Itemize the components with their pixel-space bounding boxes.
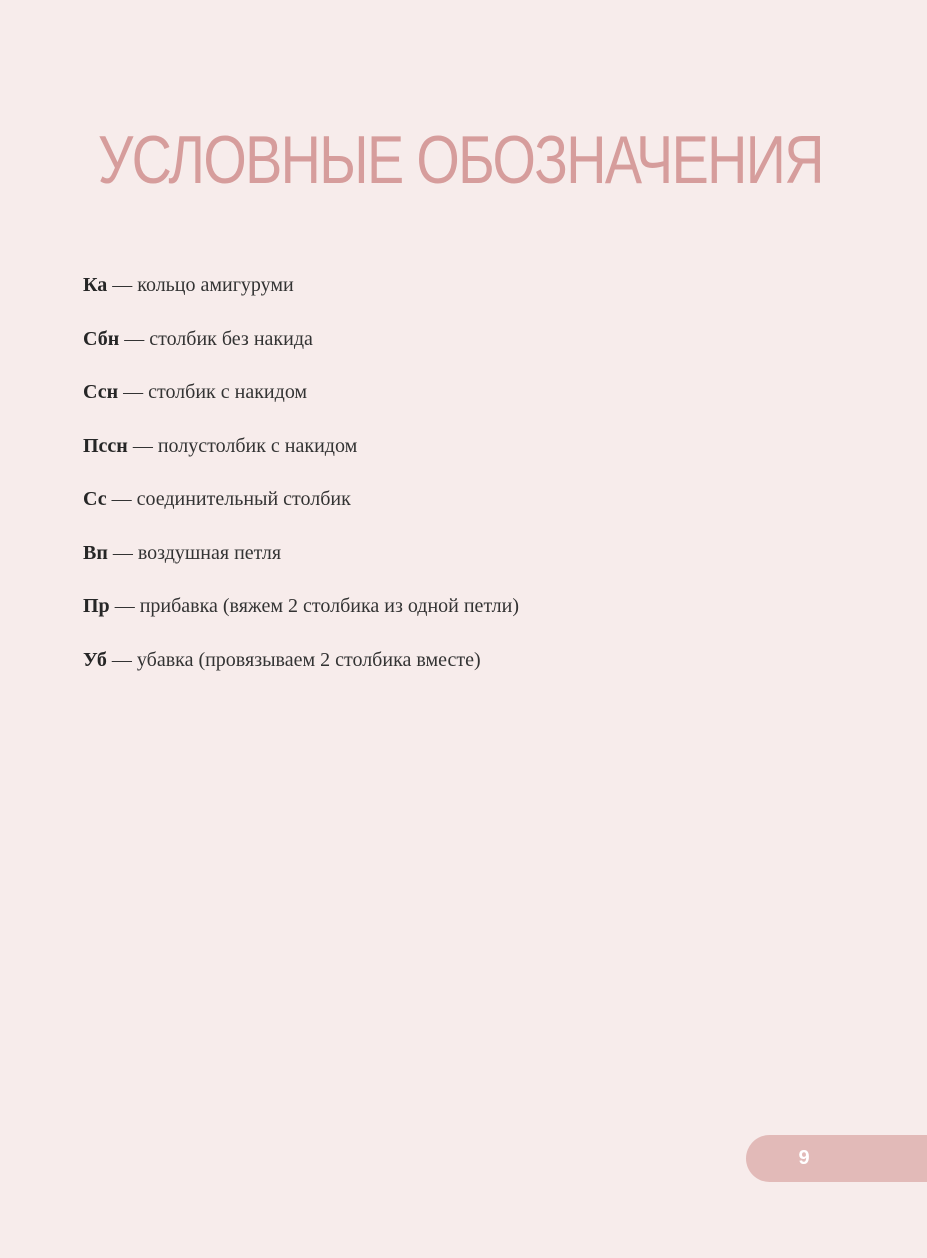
legend-abbr: Пссн bbox=[83, 434, 128, 457]
legend-description: — столбик с накидом bbox=[118, 381, 308, 403]
page-number-tab bbox=[746, 1135, 927, 1182]
legend-item-sbn bbox=[83, 324, 519, 378]
page-number: 9 bbox=[798, 1147, 810, 1169]
legend-description: — убавка (провязываем 2 столбика вместе) bbox=[106, 648, 481, 671]
legend-description: — соединительный столбик bbox=[106, 488, 351, 510]
legend-item-pr bbox=[83, 591, 519, 645]
legend-description: — столбик без накида bbox=[119, 327, 313, 350]
legend-description: — прибавка (вяжем 2 столбика из одной петли) bbox=[109, 595, 520, 617]
legend-description: — полустолбик с накидом bbox=[127, 434, 358, 457]
legend-abbr: Вп bbox=[83, 541, 108, 564]
legend-item-pssn bbox=[83, 431, 519, 485]
legend-abbr: Ссн bbox=[83, 381, 119, 403]
legend-list bbox=[83, 270, 519, 698]
legend-item-ub bbox=[83, 645, 519, 699]
legend-item-ka bbox=[83, 270, 519, 324]
legend-abbr: Ка bbox=[83, 274, 108, 296]
legend-item-ss bbox=[83, 484, 519, 538]
legend-abbr: Пр bbox=[83, 595, 110, 617]
legend-abbr: Уб bbox=[83, 648, 107, 671]
legend-item-ssn bbox=[83, 377, 519, 431]
legend-description: — кольцо амигуруми bbox=[107, 274, 294, 296]
legend-abbr: Сбн bbox=[83, 327, 120, 350]
page-title: УСЛОВНЫЕ ОБОЗНАЧЕНИЯ bbox=[97, 122, 823, 198]
legend-description: — воздушная петля bbox=[107, 541, 282, 564]
legend-item-vp bbox=[83, 538, 519, 592]
legend-abbr: Сс bbox=[83, 488, 107, 510]
